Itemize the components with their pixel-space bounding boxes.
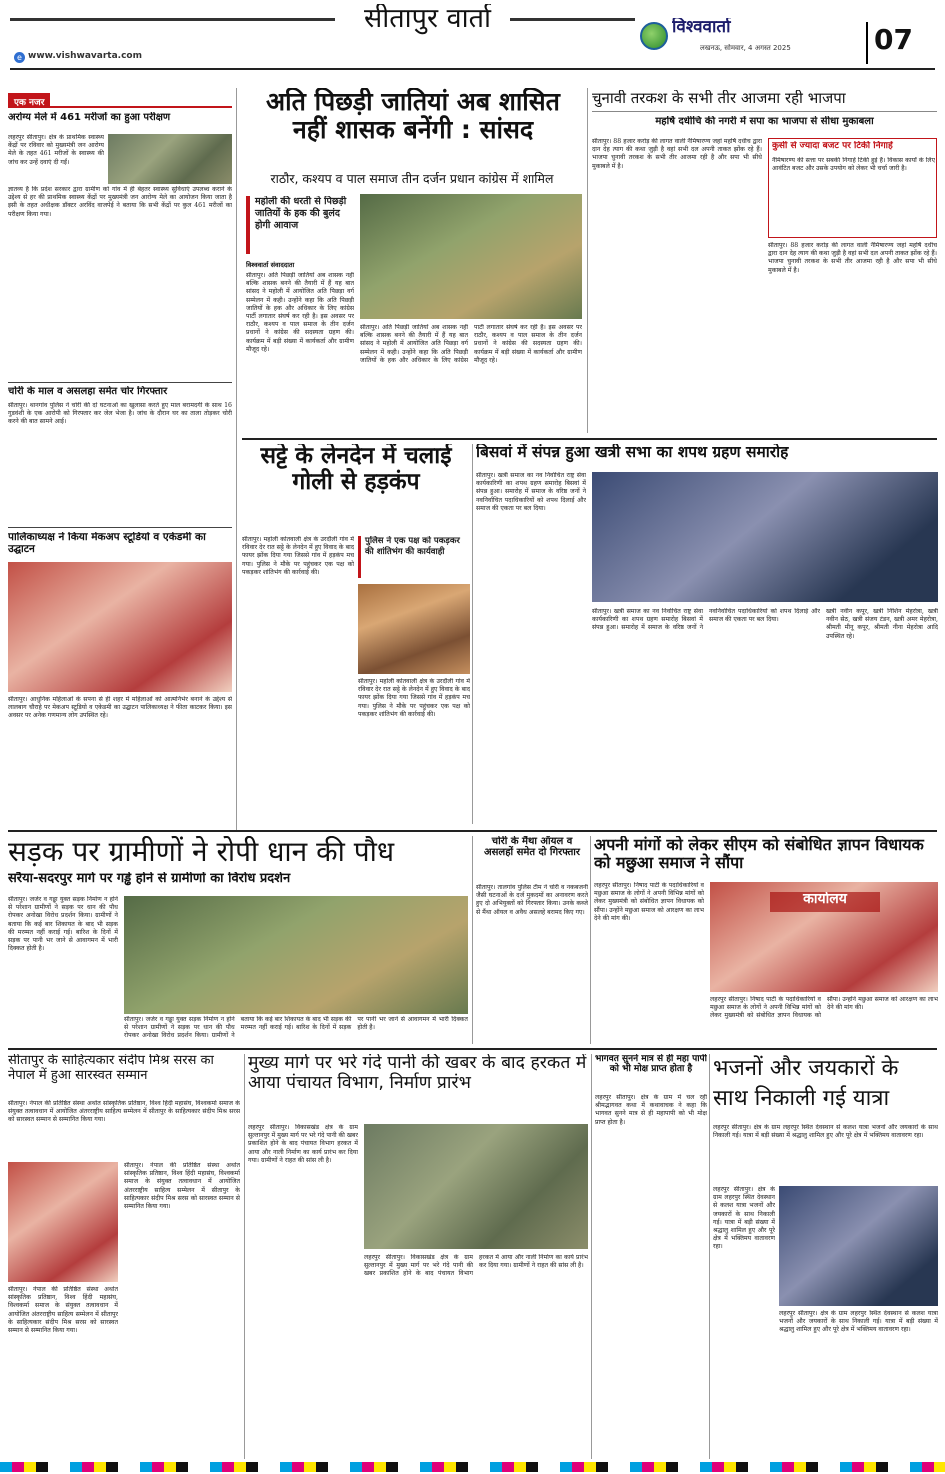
machhua-body: लहरपुर सीतापुर। निषाद पार्टी के पदाधिकारियों व मछुआ समाज के लोगों ने अपनी विभिन्न मांगों को लेकर मुख्यमंत्री को संबोधित ज्ञापन विधायक को सौंपा। उन्होंने मछुआ समाज को आरक्षण का लाभ देने की मांग की।	[594, 882, 704, 922]
column-divider	[590, 836, 591, 1044]
lead-pull-quote: महोली की धरती से पिछड़ी जातियों के हक की बुलंद होगी आवाज	[246, 196, 354, 254]
theft-body: सीतापुर। तालगांव पुलिस टीम ने चोरी व नकबजनी जैसी घटनाओं के दर्ज मुकदमों का अनावरण करते हुए दो अभियुक्तों को गिरफ्तार किया। उनके कब्जे से मैंथा ऑयल व अवैध असलहे बरामद किए गए।	[476, 884, 588, 916]
column-divider	[244, 1054, 245, 1459]
section-rule	[8, 1048, 937, 1050]
road-body: सीतापुर। जर्जर व गड्ढा युक्त सड़क निर्माण न होने से परेशान ग्रामीणों ने सड़क पर धान की पौध रोपकर अनोखा विरोध प्रदर्शन किया। ग्रामीणों ने बताया कि कई बार शिकायत के बाद भी सड़क की मरम्मत नहीं कराई गई। बारिश के दिनों में सड़क पर पानी भर जाने से आवागमन में भारी दिक्कत होती है।	[8, 896, 118, 953]
sahityakar-body: सीतापुर। नेपाल की प्रतिष्ठित संस्था अर्थात सांस्कृतिक प्रतिष्ठान, विश्व हिंदी महासंघ, विश्वकर्मा समाज के संयुक्त तत्वावधान में आयोजित अंतरराष्ट्रीय साहित्य सम्मेलन में सीतापुर के साहित्यकार संदीप मिश्र सरस को सारस्वत सम्मान से सम्मानित किया गया।	[8, 1100, 240, 1124]
section-title: सीतापुर वार्ता	[364, 4, 491, 34]
masthead-rule-top	[10, 18, 335, 21]
yatra-body-continued: लहरपुर सीतापुर। क्षेत्र के ग्राम लहरपुर स्थित देवस्थान से कलश यात्रा भजनों और जयकारों के साथ निकाली गई। यात्रा में बड़ी संख्या में श्रद्धालु शामिल हुए और पूरे क्षेत्र में भक्तिमय वातावरण रहा।	[713, 1186, 775, 1251]
section-rule	[8, 830, 937, 832]
column-divider	[236, 88, 237, 830]
yatra-body: लहरपुर सीतापुर। क्षेत्र के ग्राम लहरपुर स्थित देवस्थान से कलश यात्रा भजनों और जयकारों के साथ निकाली गई। यात्रा में बड़ी संख्या में श्रद्धालु शामिल हुए और पूरे क्षेत्र में भक्तिमय वातावरण रहा।	[713, 1124, 938, 1140]
bhagwat-body: लहरपुर सीतापुर। क्षेत्र के ग्राम में चल रही श्रीमद्भागवत कथा में कथावाचक ने कहा कि भागवत सुनने मात्र से ही महापापी को भी मोक्ष प्राप्त होता है।	[595, 1094, 707, 1126]
water-story	[248, 1054, 588, 1459]
budget-box	[768, 138, 937, 238]
story1-body: ज्ञातव्य है कि प्रदेश सरकार द्वारा ग्रामीण को गांव में ही बेहतर स्वास्थ्य सुविधाएं उपलब्ध कराने के उद्देश्य से हर की प्राथमिक स्वास्थ्य केंद्रों पर मुख्यमंत्री जन आरोग्य मेले का आयोजन किया जाता है इसी के तहत अधीक्षक डॉक्टर अरविंद वाजपेई ने बताया कि सभी केंद्रों पर कुल 461 मरीजों का परीक्षण किया गया।	[8, 186, 232, 218]
bjp-story	[592, 90, 937, 435]
masthead-rule-top-right	[510, 18, 635, 21]
clinic-photo	[108, 134, 232, 184]
story2-headline: चोरी के माल व असलहा समेत चोर गिरफ्तार	[8, 386, 168, 397]
bhagwat-headline: भागवत सुनने मात्र से ही महा पापी को भी मोक्ष प्राप्त होता है	[595, 1054, 707, 1075]
ek-nazar-column	[8, 90, 232, 830]
paddy-protest-photo	[124, 896, 468, 1014]
congress-meeting-photo	[360, 194, 582, 319]
column-divider	[472, 836, 473, 1044]
khatri-body-continued: सीतापुर। खत्री समाज का नव निर्वाचित राष्ट्र सेवा कार्यकारिणी का शपथ ग्रहण समारोह बिसवां में संपन्न हुआ। समारोह में समाज के वरिष्ठ जनों ने नवनिर्वाचित पदाधिकारियों को शपथ दिलाई और समाज की एकता पर बल दिया।	[592, 608, 820, 632]
khatri-ceremony-photo	[592, 472, 938, 602]
budget-box-body: नैमिषारण्य की सत्ता पर सबकी निगाहें टिकी हुई हैं। विकास कार्यों के लिए आवंटित बजट और उसके उपयोग को लेकर भी चर्चा जारी है।	[772, 157, 935, 173]
currency-notes-photo	[358, 584, 470, 674]
water-body: लहरपुर सीतापुर। विकासखंड क्षेत्र के ग्राम सुल्तानपुर में मुख्य मार्ग पर भरे गंदे पानी की खबर प्रकाशित होने के बाद पंचायत विभाग हरकत में आया और नाली निर्माण का कार्य प्रारंभ कर दिया गया। ग्रामीणों ने राहत की सांस ली है।	[248, 1124, 358, 1164]
yatra-story	[713, 1054, 938, 1459]
khatri-names: खत्री नवीन कपूर, खत्री निशिन मेहरोत्रा, खत्री नवीन सेठ, खत्री संजय टंडन, खत्री अमर मेहरोत्रा, श्रीमती मीनू कपूर, श्रीमती नीना मेहरोत्रा आदि उपस्थित रहे।	[826, 608, 938, 640]
theft-headline: चोरी के मैंथा ऑयल व असलहों समेत दो गिरफ्तार	[484, 836, 580, 859]
masthead-rule-bottom	[10, 68, 935, 70]
budget-box-headline: कुर्सी से ज्यादा बजट पर टिकी निगाहें	[772, 141, 893, 151]
khatri-headline: बिसवां में संपन्न हुआ खत्री सभा का शपथ ग्रहण समारोह	[476, 444, 789, 461]
dateline: लखनऊ, सोमवार, 4 अगस्त 2025	[700, 44, 791, 52]
khatri-story	[476, 444, 938, 824]
color-registration-bar	[0, 1462, 945, 1472]
ek-nazar-tag-bar	[8, 90, 232, 108]
sahityakar-body-lower: सीतापुर। नेपाल की प्रतिष्ठित संस्था अर्थात सांस्कृतिक प्रतिष्ठान, विश्व हिंदी महासंघ, विश्वकर्मा समाज के संयुक्त तत्वावधान में आयोजित अंतरराष्ट्रीय साहित्य सम्मेलन में सीतापुर के साहित्यकार संदीप मिश्र सरस को सारस्वत सम्मान से सम्मानित किया गया।	[8, 1286, 118, 1335]
memorandum-photo	[710, 882, 938, 992]
lead-byline: विश्ववार्ता संवाददाता	[246, 261, 295, 269]
satta-pull-quote: पुलिस ने एक पक्ष को पकड़कर की शांतिभंग की कार्यवाही	[358, 536, 470, 578]
road-subhead: सरैया-सदरपुर मार्ग पर गड्ढे होने से ग्रामीणों का विरोध प्रदर्शन	[8, 872, 291, 886]
sahityakar-body-continued: सीतापुर। नेपाल की प्रतिष्ठित संस्था अर्थात सांस्कृतिक प्रतिष्ठान, विश्व हिंदी महासंघ, विश्वकर्मा समाज के संयुक्त तत्वावधान में आयोजित अंतरराष्ट्रीय साहित्य सम्मेलन में सीतापुर के साहित्यकार संदीप मिश्र सरस को सारस्वत सम्मान से सम्मानित किया गया।	[124, 1162, 240, 1211]
drain-construction-photo	[364, 1124, 588, 1249]
machhua-story	[594, 836, 938, 1044]
column-divider	[587, 88, 588, 433]
sahityakar-headline: सीतापुर के साहित्यकार संदीप मिश्र सरस का नेपाल में हुआ सारस्वत सम्मान	[8, 1054, 214, 1083]
machhua-headline: अपनी मांगों को लेकर सीएम को संबोधित ज्ञापन विधायक को मछुआ समाज ने सौंपा	[594, 836, 924, 872]
water-headline: मुख्य मार्ग पर भरे गंदे पानी की खबर के बाद हरकत में आया पंचायत विभाग, निर्माण प्रारंभ	[248, 1054, 587, 1093]
website-icon: e	[14, 52, 25, 63]
theft-story	[476, 836, 588, 1044]
bjp-body-continued: सीतापुर। 88 हजार करोड़ की लागत वाली नैमिषारण्य जहां महर्षि दधीच द्वारा दान देह त्याग की कथा जुड़ी है वहां सभी दल अपनी ताकत झोंक रहे हैं। भाजपा चुनावी तरकश के सभी तीर आजमा रही है और सपा भी सीधे मुकाबले में है।	[768, 242, 937, 274]
water-body-continued: लहरपुर सीतापुर। विकासखंड क्षेत्र के ग्राम सुल्तानपुर में मुख्य मार्ग पर भरे गंदे पानी की खबर प्रकाशित होने के बाद पंचायत विभाग हरकत में आया और नाली निर्माण का कार्य प्रारंभ कर दिया गया। ग्रामीणों ने राहत की सांस ली है।	[364, 1254, 588, 1278]
story2-body: सीतापुर। थानगांव पुलिस ने चोरी की दो घटनाओं का खुलासा करते हुए माल बरामदगी के साथ 16 गुडवंशी के एक आरोपी को गिरफ्तार कर जेल भेजा है। जांच के दौरान घर का ताला तोड़कर चोरी करने की बात सामने आई।	[8, 402, 232, 426]
bjp-headline: चुनावी तरकश के सभी तीर आजमा रही भाजपा	[592, 90, 937, 112]
page-number-box	[866, 22, 868, 64]
road-headline: सड़क पर ग्रामीणों ने रोपी धान की पौध	[8, 836, 395, 868]
lead-body: सीतापुर। अति पिछड़ी जातियों अब शासक नहीं बल्कि शासक बनने की तैयारी में हैं यह बात सांसद ने महोली में आयोजित अति पिछड़ा वर्ग सम्मेलन में कही। उन्होंने कहा कि अति पिछड़ी जातियों के हक और अधिकार के लिए कांग्रेस पार्टी लगातार संघर्ष कर रही है। इस अवसर पर राठौर, कश्यप व पाल समाज के तीन दर्जन प्रधानों ने कांग्रेस की सदस्यता ग्रहण की। कार्यक्रम में बड़ी संख्या में कार्यकर्ता और ग्रामीण मौजूद रहे।	[246, 272, 354, 353]
yatra-body-lower: लहरपुर सीतापुर। क्षेत्र के ग्राम लहरपुर स्थित देवस्थान से कलश यात्रा भजनों और जयकारों के साथ निकाली गई। यात्रा में बड़ी संख्या में श्रद्धालु शामिल हुए और पूरे क्षेत्र में भक्तिमय वातावरण रहा।	[779, 1310, 938, 1334]
bhagwat-story	[595, 1054, 707, 1459]
road-story	[8, 836, 468, 1044]
bjp-body: सीतापुर। 88 हजार करोड़ की लागत वाली नैमिषारण्य जहां महर्षि दधीच द्वारा दान देह त्याग की कथा जुड़ी है वहां सभी दल अपनी ताकत झोंक रहे हैं। भाजपा चुनावी तरकश के सभी तीर आजमा रही है और सपा भी सीधे मुकाबले में है।	[592, 138, 762, 170]
column-divider	[709, 1054, 710, 1459]
satta-headline: सट्टे के लेनदेन में चलाई गोली से हड़कंप	[260, 444, 452, 495]
yatra-procession-photo	[779, 1186, 938, 1306]
satta-body: सीतापुर। महोली कोतवाली क्षेत्र के उरदौली गांव में रविवार देर रात सट्टे के लेनदेन में हुए विवाद के बाद फायर झोंक दिया गया जिससे गांव में हड़कंप मच गया। पुलिस ने मौके पर पहुंचकर एक पक्ष को पकड़कर शांतिभंग की कार्रवाई की।	[242, 536, 354, 576]
page-number: 07	[874, 24, 913, 56]
brand-name: विश्ववार्ता	[672, 18, 731, 37]
office-banner: कार्यालय	[770, 892, 880, 912]
rule	[8, 527, 232, 528]
column-divider	[591, 1054, 592, 1459]
lead-story	[242, 88, 582, 433]
inauguration-photo	[8, 562, 232, 692]
satta-story	[242, 444, 470, 824]
rule	[8, 382, 232, 383]
section-rule	[242, 438, 937, 440]
story1-lead: लहरपुर सीतापुर। क्षेत्र के प्राथमिक स्वास्थ्य केंद्रों पर रविवार को मुख्यमंत्री जन आरोग्य मेले के तहत 461 मरीजों के स्वास्थ्य की जांच कर उन्हें दवाएं दी गईं।	[8, 134, 104, 166]
machhua-body-continued: लहरपुर सीतापुर। निषाद पार्टी के पदाधिकारियों व मछुआ समाज के लोगों ने अपनी विभिन्न मांगों को लेकर मुख्यमंत्री को संबोधित ज्ञापन विधायक को सौंपा। उन्होंने मछुआ समाज को आरक्षण का लाभ देने की मांग की।	[710, 996, 938, 1020]
lead-subhead: राठौर, कश्यप व पाल समाज तीन दर्जन प्रधान कांग्रेस में शामिल	[270, 172, 554, 186]
bjp-subhead: महर्षि दधीचि की नगरी में सपा का भाजपा से सीधा मुकाबला	[655, 116, 874, 127]
road-body-continued: सीतापुर। जर्जर व गड्ढा युक्त सड़क निर्माण न होने से परेशान ग्रामीणों ने सड़क पर धान की पौध रोपकर अनोखा विरोध प्रदर्शन किया। ग्रामीणों ने बताया कि कई बार शिकायत के बाद भी सड़क की मरम्मत नहीं कराई गई। बारिश के दिनों में सड़क पर पानी भर जाने से आवागमन में भारी दिक्कत होती है।	[124, 1016, 468, 1040]
yatra-headline: भजनों और जयकारों के साथ निकाली गई यात्रा	[713, 1056, 899, 1111]
sahityakar-story	[8, 1054, 240, 1459]
story3-headline: पालिकाध्यक्ष ने किया मेकअप स्टूडियो व एकेडमी का उद्घाटन	[8, 532, 206, 555]
lead-headline: अति पिछड़ी जातियां अब शासित नहीं शासक बनेंगी : सांसद	[266, 88, 560, 144]
felicitation-photo	[8, 1162, 118, 1282]
story1-headline: अरोग्य मेले में 461 मरीजों का हुआ परीक्षण	[8, 112, 171, 123]
satta-body-continued: सीतापुर। महोली कोतवाली क्षेत्र के उरदौली गांव में रविवार देर रात सट्टे के लेनदेन में हुए विवाद के बाद फायर झोंक दिया गया जिससे गांव में हड़कंप मच गया। पुलिस ने मौके पर पहुंचकर एक पक्ष को पकड़कर शांतिभंग की कार्रवाई की।	[358, 678, 470, 718]
brand-logo-icon	[640, 22, 668, 50]
website-url[interactable]: www.vishwavarta.com	[28, 51, 142, 61]
ek-nazar-tag: एक नजर	[8, 93, 50, 108]
story3-body: सीतापुर। आधुनिक महिलाओं के सपना से ही शहर में महिलाओं को आत्मनिर्भर बनाने के उद्देश्य से लालबाग चौराहे पर मेकअप स्टूडियो व एकेडमी का उद्घाटन पालिकाध्यक्ष ने फीता काटकर किया। इस अवसर पर अनेक गणमान्य लोग उपस्थित रहे।	[8, 696, 232, 720]
column-divider	[472, 444, 473, 824]
lead-body-continued: सीतापुर। अति पिछड़ी जातियों अब शासक नहीं बल्कि शासक बनने की तैयारी में हैं यह बात सांसद ने महोली में आयोजित अति पिछड़ा वर्ग सम्मेलन में कही। उन्होंने कहा कि अति पिछड़ी जातियों के हक और अधिकार के लिए कांग्रेस पार्टी लगातार संघर्ष कर रही है। इस अवसर पर राठौर, कश्यप व पाल समाज के तीन दर्जन प्रधानों ने कांग्रेस की सदस्यता ग्रहण की। कार्यक्रम में बड़ी संख्या में कार्यकर्ता और ग्रामीण मौजूद रहे।	[360, 324, 582, 364]
masthead	[0, 0, 945, 72]
khatri-body: सीतापुर। खत्री समाज का नव निर्वाचित राष्ट्र सेवा कार्यकारिणी का शपथ ग्रहण समारोह बिसवां में संपन्न हुआ। समारोह में समाज के वरिष्ठ जनों ने नवनिर्वाचित पदाधिकारियों को शपथ दिलाई और समाज की एकता पर बल दिया।	[476, 472, 586, 512]
